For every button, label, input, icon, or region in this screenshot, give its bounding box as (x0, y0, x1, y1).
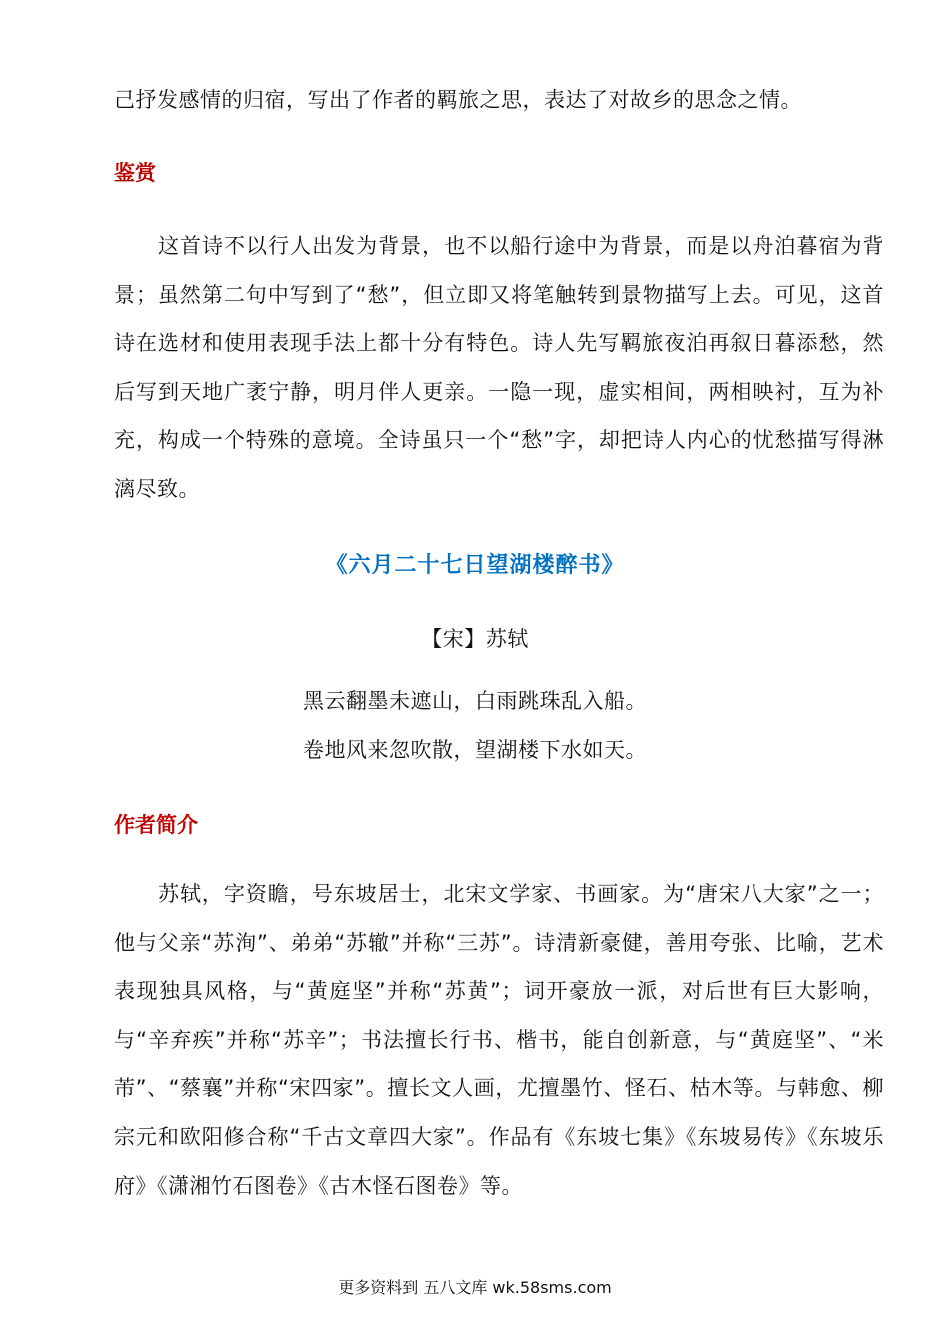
appreciation-paragraph: 这首诗不以行人出发为背景，也不以船行途中为背景，而是以舟泊暮宿为背景；虽然第二句中写到了“愁”，但立即又将笔触转到景物描写上去。可见，这首诗在选材和使用表现手法上都十分有特色。诗人先写羁旅夜泊再叙日暮添愁，然后写到天地广袤宁静，明月伴人更亲。一隐一现，虚实相间，两相映衬，互为补充，构成一个特殊的意境。全诗虽只一个“愁”字，却把诗人内心的忧愁描写得淋漓尽致。 (114, 234, 884, 501)
appreciation-heading: 鉴赏 (114, 161, 156, 185)
footer-link-text[interactable]: 更多资料到 五八文库 wk.58sms.com (338, 1278, 612, 1297)
poem-author: 【宋】苏轼 (421, 627, 529, 651)
author-bio-paragraph: 苏轼，字资瞻，号东坡居士，北宋文学家、书画家。为“唐宋八大家”之一；他与父亲“苏洵”、弟弟“苏辙”并称“三苏”。诗清新豪健，善用夸张、比喻，艺术表现独具风格，与“黄庭坚”并称“苏黄”；词开豪放一派，对后世有巨大影响，与“辛弃疾”并称“苏辛”；书法擅长行书、楷书，能自创新意，与“黄庭坚”、“米芾”、“蔡襄”并称“宋四家”。擅长文人画，尤擅墨竹、怪石、枯木等。与韩愈、柳宗元和欧阳修合称“千古文章四大家”。作品有《东坡七集》《东坡易传》《东坡乐府》《潇湘竹石图卷》《古木怪石图卷》等。 (114, 882, 884, 1198)
poem-title: 《六月二十七日望湖楼醉书》 (325, 553, 625, 578)
poem-line-1: 黑云翻墨未遮山，白雨跳珠乱入船。 (303, 689, 647, 713)
poem-line-2: 卷地风来忽吹散，望湖楼下水如天。 (303, 738, 647, 762)
intro-tail-paragraph: 己抒发感情的归宿，写出了作者的羁旅之思，表达了对故乡的思念之情。 (114, 88, 802, 112)
author-intro-heading: 作者简介 (114, 813, 198, 837)
